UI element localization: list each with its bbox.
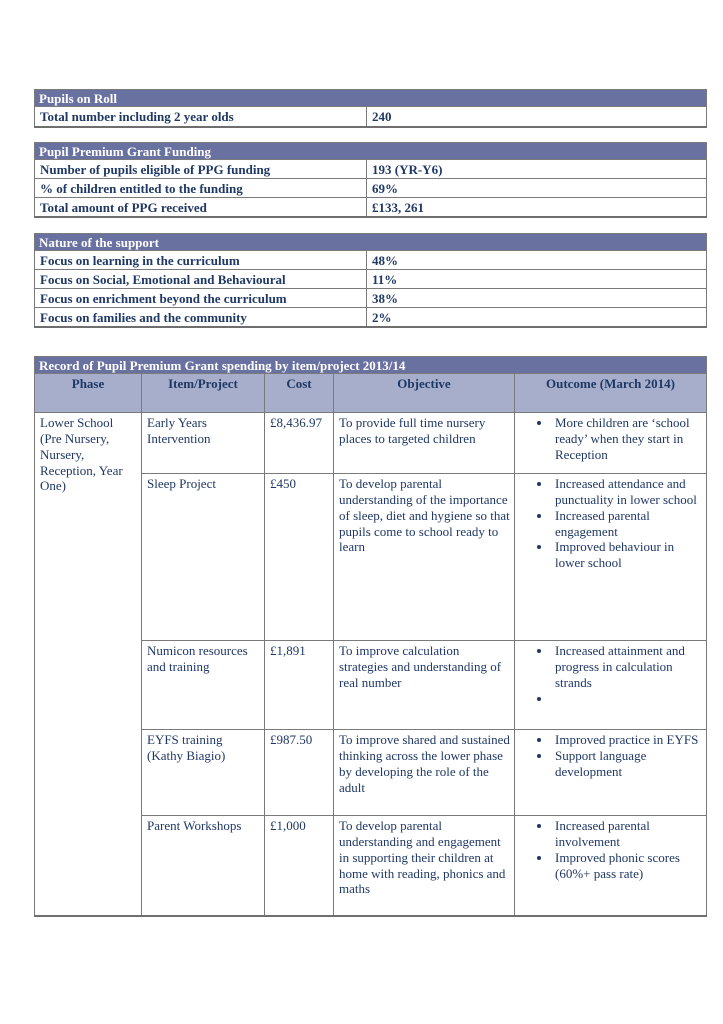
objective-cell: To improve calculation strategies and understanding of real number bbox=[334, 641, 515, 730]
table-row bbox=[35, 251, 707, 270]
row-value: £133, 261 bbox=[367, 198, 707, 218]
outcome-list bbox=[520, 732, 702, 780]
row-label: Total amount of PPG received bbox=[35, 198, 367, 218]
cost-cell: £987.50 bbox=[265, 730, 334, 816]
column-header-row bbox=[35, 374, 707, 413]
spending-record-title: Record of Pupil Premium Grant spending by item/project 2013/14 bbox=[35, 357, 707, 374]
row-value: 48% bbox=[367, 251, 707, 270]
item-cell: EYFS training (Kathy Biagio) bbox=[142, 730, 265, 816]
item-cell: Parent Workshops bbox=[142, 816, 265, 916]
table-row bbox=[35, 179, 707, 198]
outcome-item: • More children are ‘school ready’ when they start in Reception bbox=[552, 415, 702, 463]
spending-record-table bbox=[34, 356, 707, 917]
row-value: 69% bbox=[367, 179, 707, 198]
cost-cell: £1,891 bbox=[265, 641, 334, 730]
cost-cell: £8,436.97 bbox=[265, 413, 334, 474]
row-label: Focus on Social, Emotional and Behavioural bbox=[35, 270, 367, 289]
outcome-cell bbox=[515, 816, 707, 916]
outcome-cell bbox=[515, 641, 707, 730]
row-value: 11% bbox=[367, 270, 707, 289]
column-header-item-project: Item/Project bbox=[142, 374, 265, 413]
table-row bbox=[35, 413, 707, 474]
phase-cell: Lower School (Pre Nursery, Nursery, Reception, Year One) bbox=[35, 413, 142, 916]
column-header-phase: Phase bbox=[35, 374, 142, 413]
table-title-row bbox=[35, 90, 707, 107]
column-header-cost: Cost bbox=[265, 374, 334, 413]
outcome-item: • Improved behaviour in lower school bbox=[552, 539, 702, 571]
item-cell: Early Years Intervention bbox=[142, 413, 265, 474]
objective-cell: To provide full time nursery places to targeted children bbox=[334, 413, 515, 474]
pupils-on-roll-table bbox=[34, 89, 707, 128]
table-row bbox=[35, 270, 707, 289]
cost-cell: £450 bbox=[265, 474, 334, 641]
table-row bbox=[35, 308, 707, 328]
pupils-on-roll-title: Pupils on Roll bbox=[35, 90, 707, 107]
nature-of-support-table bbox=[34, 233, 707, 328]
outcome-item: • Increased parental involvement bbox=[552, 818, 702, 850]
table-title-row bbox=[35, 234, 707, 251]
outcome-list bbox=[520, 415, 702, 463]
outcome-item: • Support language development bbox=[552, 748, 702, 780]
outcome-item: • Improved phonic scores (60%+ pass rate) bbox=[552, 850, 702, 882]
objective-cell: To develop parental understanding of the importance of sleep, diet and hygiene so that pupils come to school ready to learn bbox=[334, 474, 515, 641]
column-header-outcome: Outcome (March 2014) bbox=[515, 374, 707, 413]
row-label: Focus on enrichment beyond the curriculum bbox=[35, 289, 367, 308]
row-label: % of children entitled to the funding bbox=[35, 179, 367, 198]
row-label: Focus on learning in the curriculum bbox=[35, 251, 367, 270]
row-value: 2% bbox=[367, 308, 707, 328]
row-value: 38% bbox=[367, 289, 707, 308]
outcome-cell bbox=[515, 474, 707, 641]
objective-cell: To improve shared and sustained thinking across the lower phase by developing the role of the adult bbox=[334, 730, 515, 816]
ppg-funding-table bbox=[34, 142, 707, 218]
row-label: Number of pupils eligible of PPG funding bbox=[35, 160, 367, 179]
row-value: 240 bbox=[367, 107, 707, 128]
outcome-item: • Increased parental engagement bbox=[552, 508, 702, 540]
table-row bbox=[35, 107, 707, 128]
table-row bbox=[35, 198, 707, 218]
table-title-row bbox=[35, 143, 707, 160]
outcome-list bbox=[520, 643, 702, 706]
outcome-item: • Improved practice in EYFS bbox=[552, 732, 702, 748]
table-title-row bbox=[35, 357, 707, 374]
outcome-item bbox=[552, 691, 702, 707]
cost-cell: £1,000 bbox=[265, 816, 334, 916]
outcome-cell bbox=[515, 730, 707, 816]
column-header-objective: Objective bbox=[334, 374, 515, 413]
row-label: Total number including 2 year olds bbox=[35, 107, 367, 128]
row-label: Focus on families and the community bbox=[35, 308, 367, 328]
ppg-funding-title: Pupil Premium Grant Funding bbox=[35, 143, 707, 160]
item-cell: Sleep Project bbox=[142, 474, 265, 641]
outcome-item: • Increased attendance and punctuality in lower school bbox=[552, 476, 702, 508]
nature-of-support-title: Nature of the support bbox=[35, 234, 707, 251]
objective-cell: To develop parental understanding and engagement in supporting their children at home with reading, phonics and maths bbox=[334, 816, 515, 916]
outcome-list bbox=[520, 476, 702, 571]
item-cell: Numicon resources and training bbox=[142, 641, 265, 730]
row-value: 193 (YR-Y6) bbox=[367, 160, 707, 179]
outcome-cell bbox=[515, 413, 707, 474]
outcome-item: • Increased attainment and progress in calculation strands bbox=[552, 643, 702, 691]
outcome-list bbox=[520, 818, 702, 881]
table-row bbox=[35, 289, 707, 308]
table-row bbox=[35, 160, 707, 179]
